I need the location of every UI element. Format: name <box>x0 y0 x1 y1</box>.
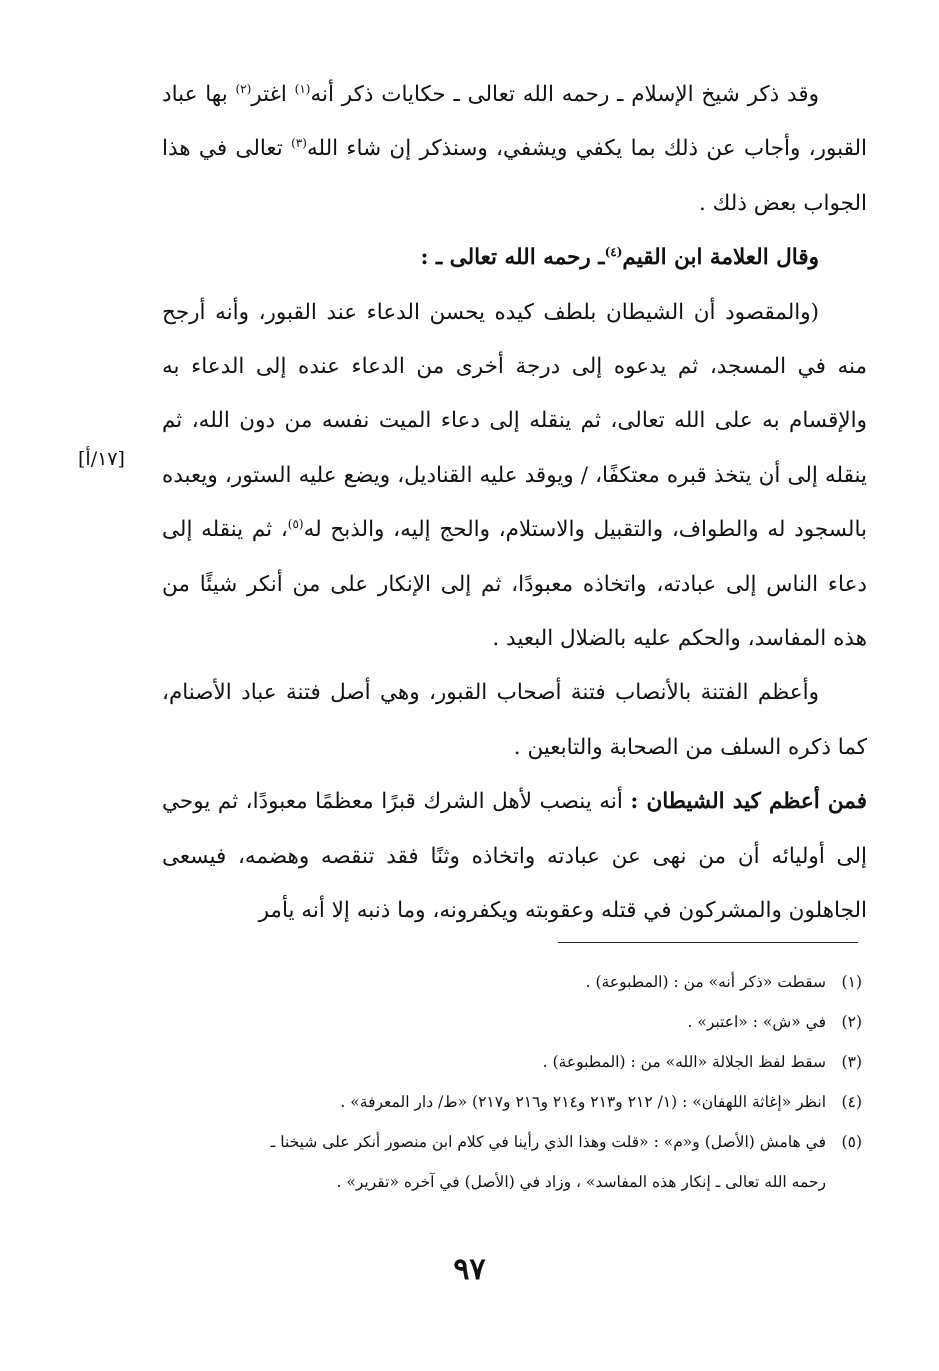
text-run: وقال العلامة ابن القيم <box>622 245 819 271</box>
footnote-5 <box>165 1122 862 1162</box>
footnote-1 <box>165 962 862 1002</box>
footnote-text: في هامش (الأصل) و«م» : «قلت وهذا الذي رأينا في كلام ابن منصور أنكر على شيخنا ـ <box>270 1133 826 1151</box>
footnote-marker-4: (٤) <box>604 245 623 260</box>
text-run: ، ثم ينقله إلى دعاء الناس إلى عبادته، واتخاذه معبودًا، ثم إلى الإنكار على من أنكر شيئًا من هذه المفاسد، والحكم عليه بالضلال البعيد . <box>162 517 867 652</box>
main-text <box>162 68 867 939</box>
footnote-marker-1: (١) <box>294 81 311 96</box>
text-run: (والمقصود أن الشيطان بلطف كيده يحسن الدعاء عند القبور، وأنه أرجح منه في المسجد، ثم يدعوه إلى درجة أخرى من الدعاء عنده إلى الدعاء به والإقسام به على الله تعالى، ثم ينقله إلى دعاء الميت نفسه من دون الله، ثم ينقله إلى أن يتخذ قبره معتكفًا، / ويوقد عليه القناديل، ويضع عليه الستور، ويعبده بالسجود له والطواف، والتقبيل والاستلام، والحج إليه، والذبح له <box>162 299 867 543</box>
paragraph-5 <box>162 775 867 938</box>
text-run: وقد ذكر شيخ الإسلام ـ رحمه الله تعالى ـ حكايات ذكر أنه <box>310 82 819 107</box>
footnote-number: (١) <box>841 973 862 991</box>
footnote-text: في «ش» : «اعتبر» . <box>687 1013 826 1031</box>
manuscript-folio-ref: [١٧/أ] <box>78 448 125 470</box>
footnote-5-continuation: رحمه الله تعالى ـ إنكار هذه المفاسد» ، وزاد في (الأصل) في آخره «تقرير» . <box>336 1173 826 1191</box>
text-run: أنه ينصب لأهل الشرك قبرًا معظمًا معبودًا، ثم يوحي إلى أوليائه أن من نهى عن عبادته واتخاذه وثنًا فقد تنقصه وهضمه، فيسعى الجاهلون والمشركون في قتله وعقوبته ويكفرونه، وما ذنبه إلا أنه يأمر <box>162 789 867 924</box>
footnotes <box>165 962 862 1202</box>
footnote-separator <box>558 942 858 943</box>
paragraph-5-lead: فمن أعظم كيد الشيطان : <box>630 789 867 815</box>
footnote-number: (٤) <box>841 1093 862 1111</box>
paragraph-2-ibn-alqayyim <box>162 231 867 285</box>
page-number: ٩٧ <box>453 1252 486 1287</box>
paragraph-1 <box>162 68 867 231</box>
footnote-marker-3: (٣) <box>291 136 307 151</box>
footnote-2 <box>165 1002 862 1042</box>
footnote-3 <box>165 1042 862 1082</box>
footnote-text: انظر «إغاثة اللهفان» : (١/ ٢١٢ و٢١٣ و٢١٤ و٢١٦ و٢١٧) «ط/ دار المعرفة» . <box>340 1093 826 1111</box>
footnote-number: (٥) <box>841 1133 862 1151</box>
footnote-number: (٢) <box>841 1013 862 1031</box>
text-run: ـ رحمه الله تعالى ـ : <box>420 245 605 271</box>
footnote-text: سقطت «ذكر أنه» من : (المطبوعة) . <box>585 973 826 991</box>
text-run: اغتر <box>251 82 295 107</box>
text-run: بها عباد القبور، وأجاب عن ذلك بما يكفي ويشفي، وسنذكر إن شاء الله <box>162 82 867 162</box>
footnote-marker-5: (٥) <box>287 517 304 532</box>
footnote-4 <box>165 1082 862 1122</box>
footnote-text: سقط لفظ الجلالة «الله» من : (المطبوعة) . <box>542 1053 826 1071</box>
paragraph-4: وأعظم الفتنة بالأنصاب فتنة أصحاب القبور، وهي أصل فتنة عباد الأصنام، كما ذكره السلف من الصحابة والتابعين . <box>162 680 867 760</box>
footnote-marker-2: (٢) <box>235 81 252 96</box>
paragraph-3-quote <box>162 286 867 667</box>
footnote-number: (٣) <box>841 1053 862 1071</box>
text-run: تعالى في هذا الجواب بعض ذلك . <box>162 136 867 216</box>
